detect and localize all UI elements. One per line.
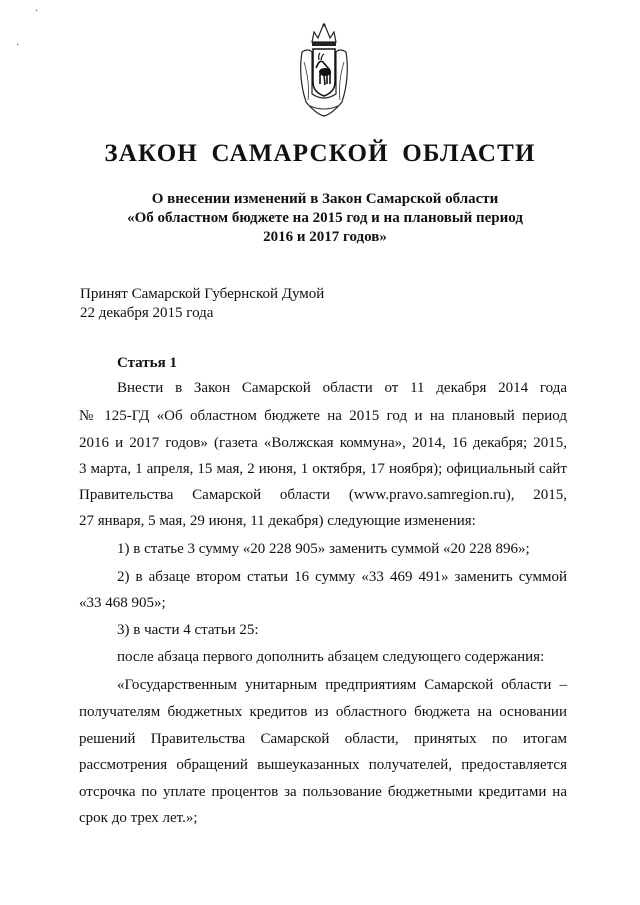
subtitle-line: «Об областном бюджете на 2015 год и на плановый период [127, 210, 523, 226]
subtitle-line: О внесении изменений в Закон Самарской области [151, 191, 499, 207]
paragraph-line: Внести в Закон Самарской области от 11 декабря 2014 года [117, 380, 567, 396]
paragraph-line: Правительства Самарской области (www.pravo.samregion.ru), 2015, [79, 487, 567, 503]
law-subtitle [60, 190, 590, 247]
list-item: 1) в статье 3 сумму «20 228 905» заменить суммой «20 228 896»; [117, 541, 530, 557]
list-item-continuation: «33 468 905»; [79, 595, 166, 611]
quoted-paragraph-line: «Государственным унитарным предприятиям Самарской области – [117, 677, 567, 693]
list-item: 2) в абзаце втором статьи 16 сумму «33 469 491» заменить суммой [117, 569, 567, 585]
paragraph-line: № 125-ГД «Об областном бюджете на 2015 год и на плановый период [79, 408, 567, 424]
quoted-paragraph-line: решений Правительства Самарской области, принятых по итогам [79, 731, 567, 747]
samara-coat-of-arms-icon [296, 22, 352, 118]
article-heading: Статья 1 [117, 355, 177, 371]
adoption-line: Принят Самарской Губернской Думой [80, 286, 325, 302]
quoted-paragraph-line: получателям бюджетных кредитов из областного бюджета на основании [79, 704, 567, 720]
quoted-paragraph-line: рассмотрения обращений вышеуказанных получателей, предоставляется [79, 757, 567, 773]
scan-speck: · [16, 40, 20, 51]
adoption-note [80, 285, 324, 323]
paragraph-line: 3 марта, 1 апреля, 15 мая, 2 июня, 1 октября, 17 ноября); официальный сайт [79, 461, 567, 477]
law-title: ЗАКОН САМАРСКОЙ ОБЛАСТИ [104, 140, 536, 167]
scan-speck: · [35, 6, 39, 17]
quoted-paragraph-line: отсрочка по уплате процентов за пользование бюджетными кредитами на [79, 784, 567, 800]
list-item: 3) в части 4 статьи 25: [117, 622, 259, 638]
subtitle-line: 2016 и 2017 годов» [263, 229, 387, 245]
paragraph-line: после абзаца первого дополнить абзацем следующего содержания: [117, 649, 545, 665]
paragraph-line: 2016 и 2017 годов» (газета «Волжская коммуна», 2014, 16 декабря; 2015, [79, 435, 567, 451]
adoption-date: 22 декабря 2015 года [80, 305, 214, 321]
quoted-paragraph-line: срок до трех лет.»; [79, 810, 198, 826]
paragraph-line: 27 января, 5 мая, 29 июня, 11 декабря) следующие изменения: [79, 513, 476, 529]
